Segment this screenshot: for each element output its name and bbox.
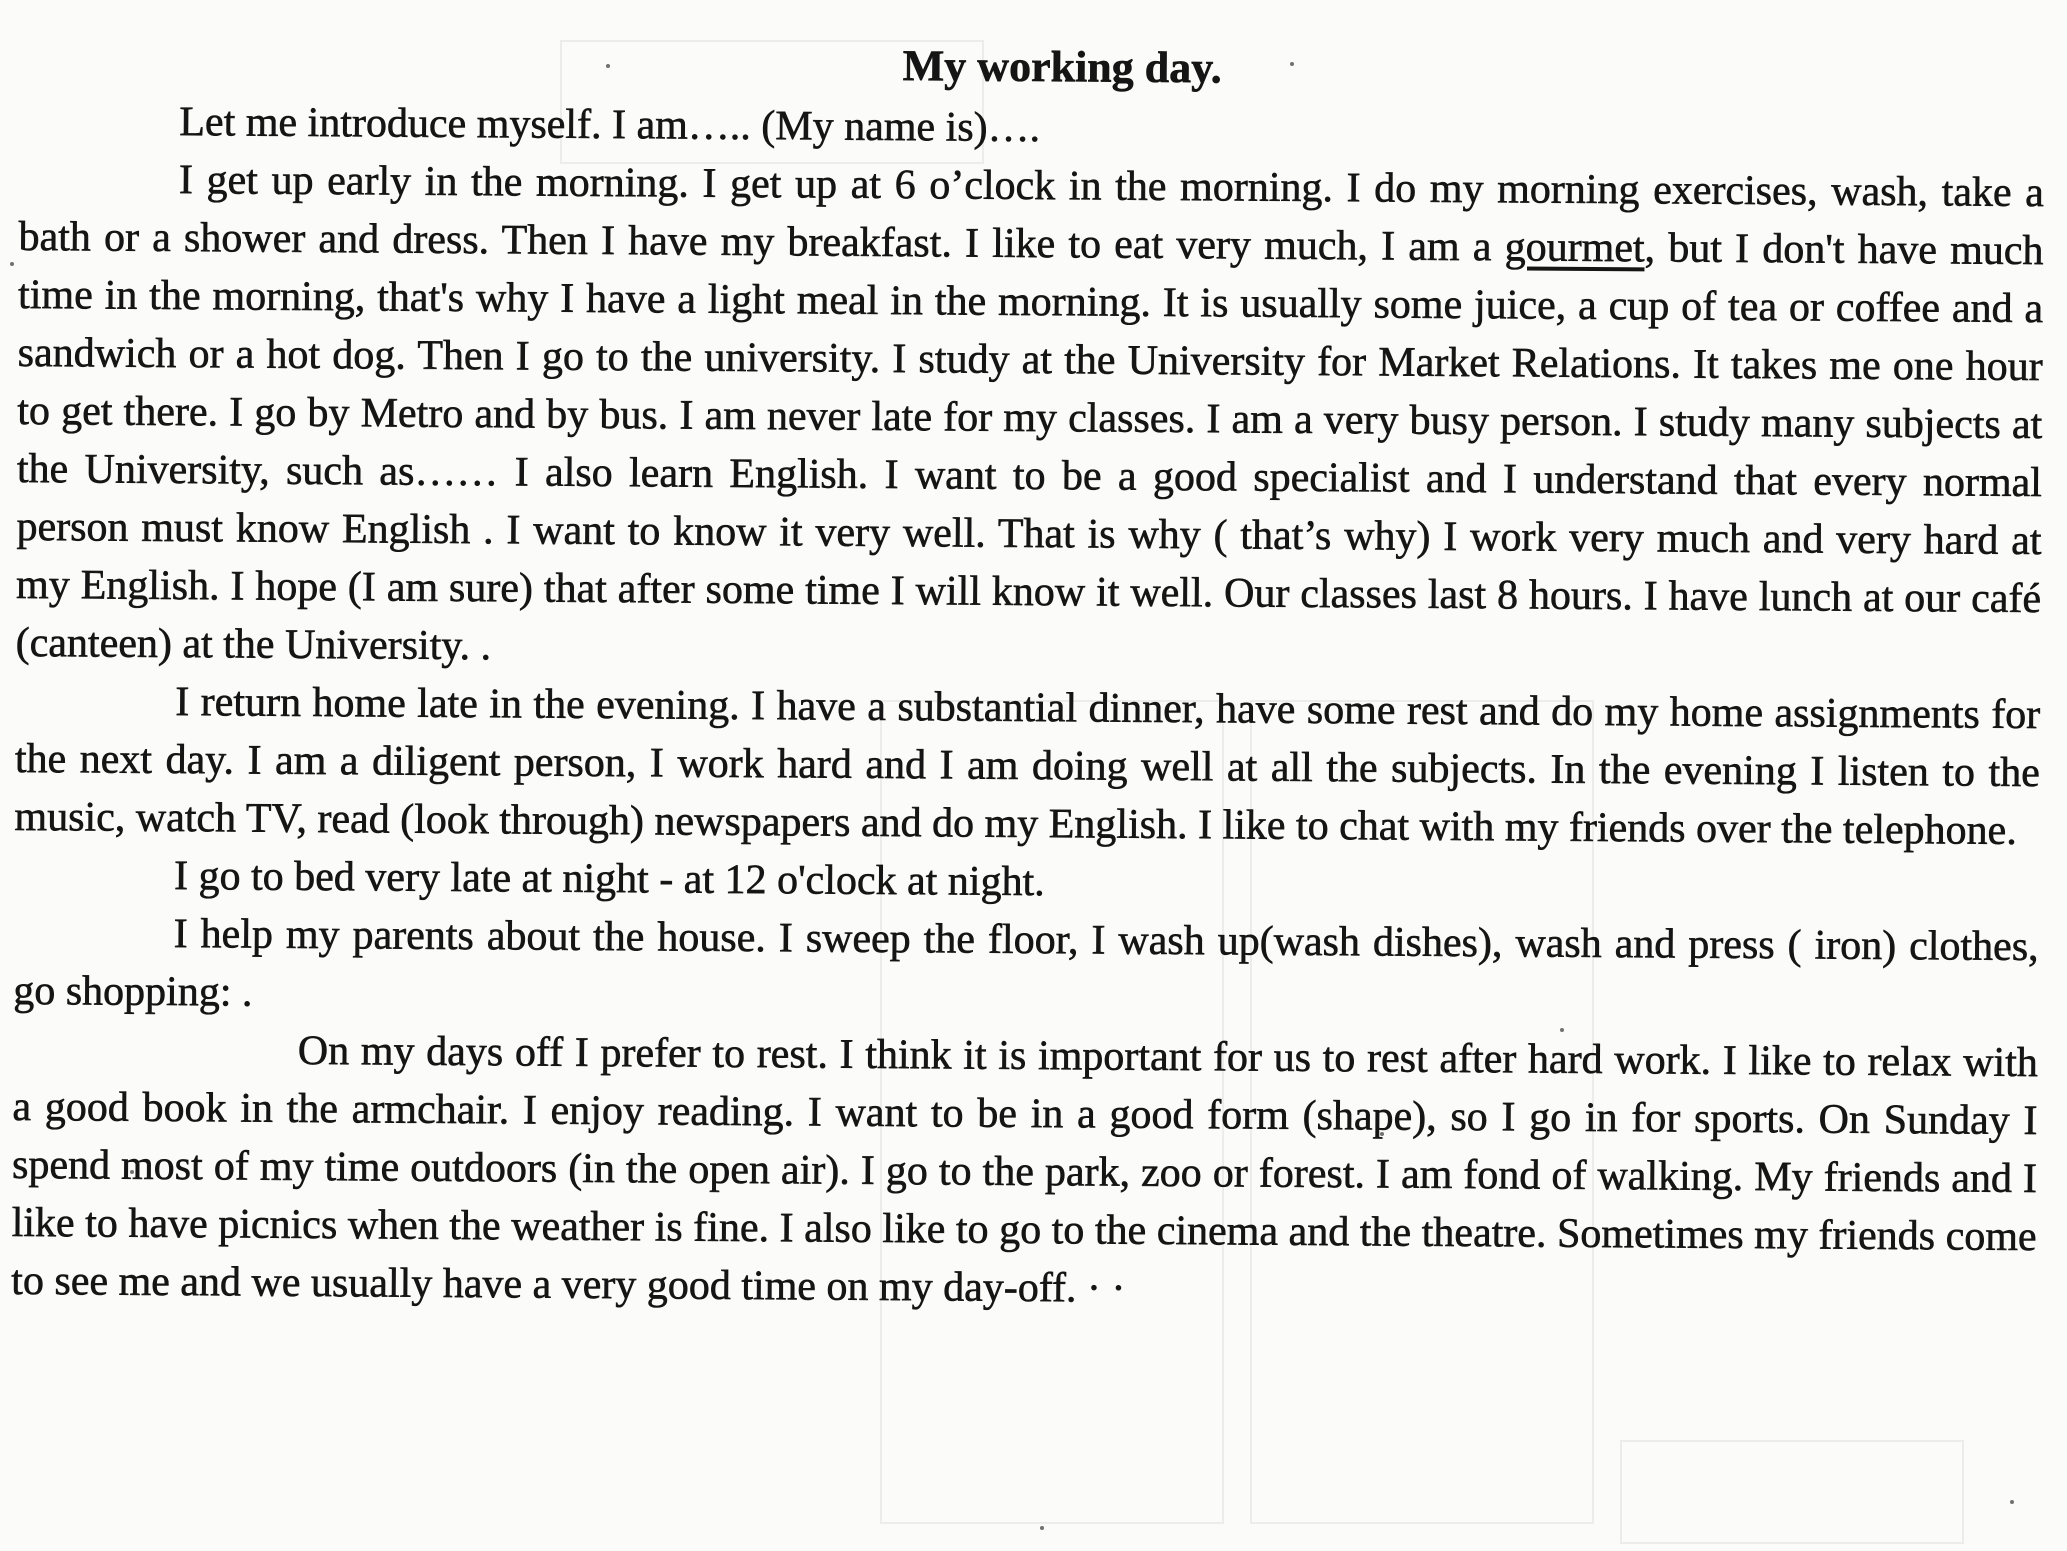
paragraph-morning-university xyxy=(16,150,2045,686)
paragraph-introduction: Let me introduce myself. I am….. (My name is)…. xyxy=(179,99,1041,152)
scan-speck xyxy=(1040,1526,1044,1530)
paragraph-evening: I return home late in the evening. I have a substantial dinner, have some rest and do my home assignments for the next day. I am a diligent person, I work hard and I am doing well at all the subjects. In the evening I listen to the music, watch TV, read (look through) newspapers and do my English. I like to chat with my friends over the telephone. xyxy=(14,679,2041,854)
scan-speck xyxy=(2010,1500,2014,1504)
document-title: My working day. xyxy=(902,41,1222,93)
paragraph-text: I get up early in the morning. I get up at 6 o’clock in the morning. I do my morning exercises, wash, take a bath or a shower and dress. Then I have my breakfast. I like to eat very much, I am a xyxy=(18,157,2045,271)
paragraph-housework: I help my parents about the house. I sweep the floor, I wash up(wash dishes), wash and press ( iron) clothes, go shopping: . xyxy=(13,911,2039,1016)
show-through-box xyxy=(1620,1440,1964,1544)
paragraph-text: , but I don't have much time in the morning, that's why I have a light meal in the morning. It is usually some juice, a cup of tea or coffee and a sandwich or a hot dog. Then I go to the university. I study at the University for Market Relations. It takes me one hour to get there. I go by Metro and by bus. I am never late for my classes. I am a very busy person. I study many subjects at the University, such as…… I also learn English. I want to be a good specialist and I understand that every normal person must know English . I want to know it very well. That is why ( that’s why) I work very much and very hard at my English. I hope (I am sure) that after some time I will know it well. Our classes last 8 hours. I have lunch at our café (canteen) at the University. . xyxy=(15,225,2044,670)
underlined-word: gourmet xyxy=(1504,224,1645,272)
paragraph-days-off: On my days off I prefer to rest. I think it is important for us to rest after hard work. I like to relax with a good book in the armchair. I enjoy reading. I want to be in a good form (shape), so I go in for sports. On Sunday I spend most of my time outdoors (in the open air). I go to the park, zoo or forest. I am fond of walking. My friends and I like to have picnics when the weather is fine. I also like to go to the cinema and the theatre. Sometimes my friends come to see me and we usually have a very good time on my day-off. · · xyxy=(11,1027,2038,1312)
document-body xyxy=(11,30,2045,1324)
paragraph-bedtime: I go to bed very late at night - at 12 o'clock at night. xyxy=(173,853,1045,906)
scan-speck xyxy=(10,262,14,266)
